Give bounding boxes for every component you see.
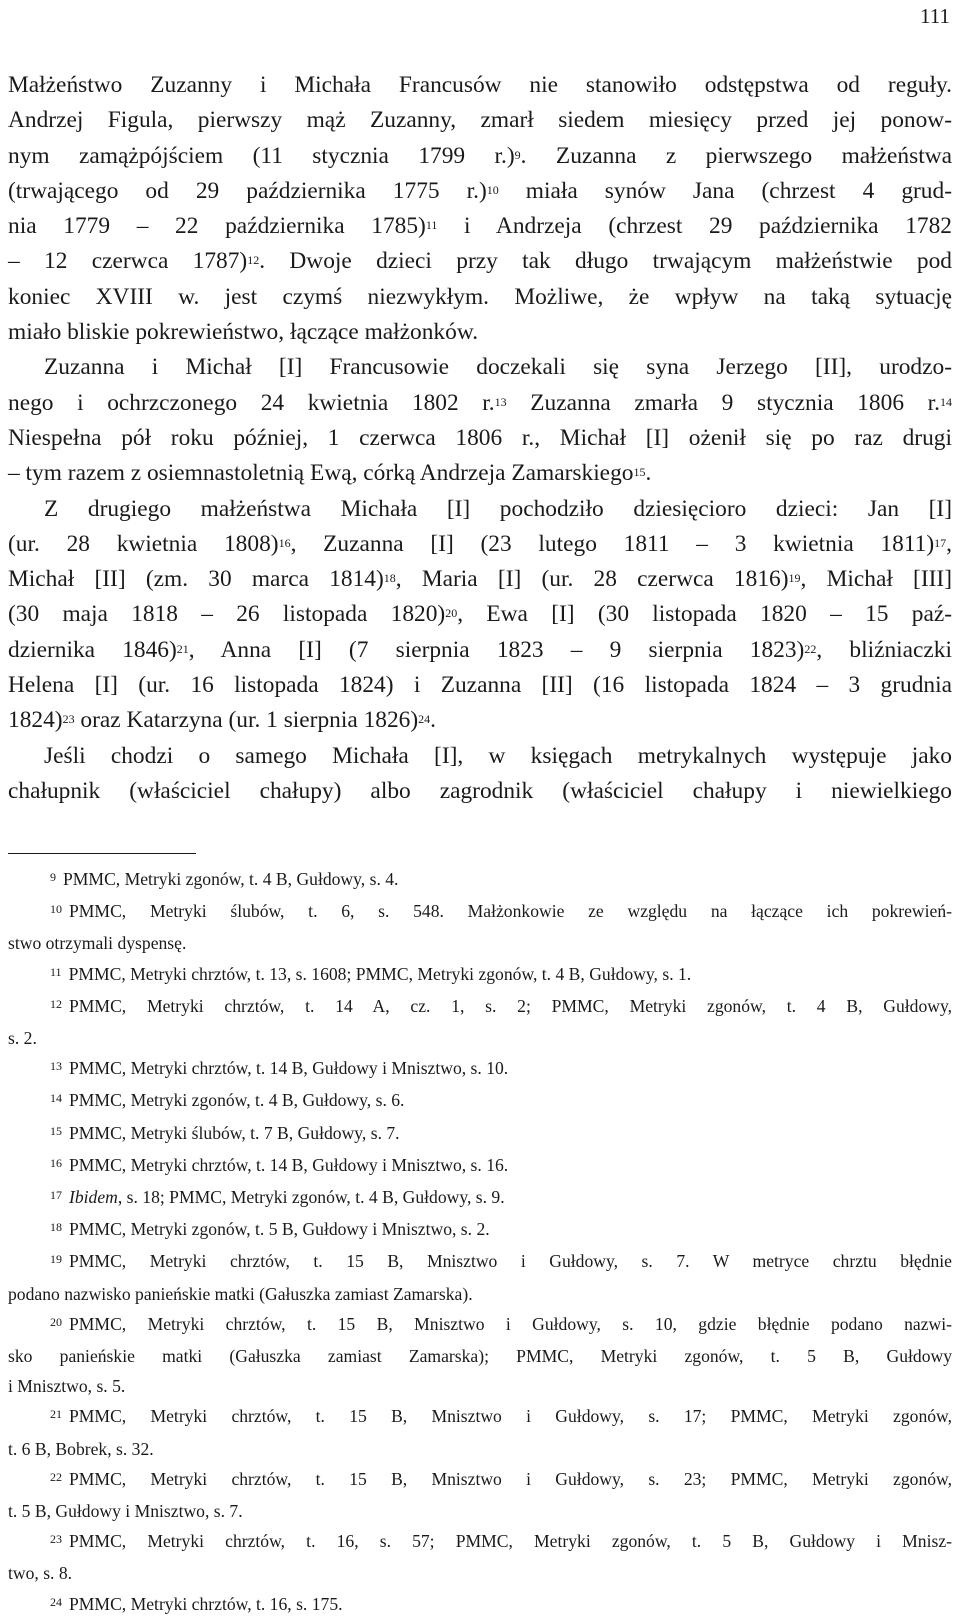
footnote-ref: 12 — [247, 253, 260, 268]
footnote-ref: 23 — [62, 712, 75, 727]
page-number: 111 — [920, 4, 950, 28]
footnote-text: PMMC, Metryki chrztów, t. 14 A, cz. 1, s. 2; PMMC, Metryki zgonów, t. 4 B, Gułdowy, — [69, 995, 952, 1016]
footnote-text: s. 2. — [8, 1028, 37, 1049]
footnote — [8, 1053, 952, 1085]
footnote — [8, 1401, 952, 1463]
footnote — [8, 991, 952, 1053]
footnote-text: PMMC, Metryki chrztów, t. 14 B, Gułdowy i Mnisztwo, s. 10. — [69, 1058, 509, 1079]
footnote-ref: 20 — [445, 606, 458, 621]
footnote-ref: 19 — [788, 571, 801, 586]
text-line: – tym razem z osiemnastoletnią Ewą, córką Andrzeja Zamarskiego$^{15}$. — [8, 460, 652, 487]
footnote-ref: 14 — [940, 394, 952, 409]
footnote-text: stwo otrzymali dyspensę. — [8, 933, 187, 954]
text-line: Małżeństwo Zuzanny i Michała Francusów nie stanowiło odstępstwa od reguły. — [8, 72, 952, 98]
footnote-text: PMMC, Metryki chrztów, t. 15 B, Mnisztwo i Gułdowy, s. 17; PMMC, Metryki zgonów, — [69, 1406, 952, 1427]
footnote-text: podano nazwisko panieńskie matki (Gałuszka zamiast Zamarska). — [8, 1283, 473, 1304]
footnote-ref: 18 — [383, 571, 396, 586]
text-line: Jeśli chodzi o samego Michała [I], w księgach metrykalnych występuje jako — [44, 742, 952, 769]
footnote — [8, 1118, 952, 1150]
text-line: Zuzanna i Michał [I] Francusowie doczekali się syna Jerzego [II], urodzo- — [44, 354, 952, 381]
footnote-ref: 21 — [176, 641, 189, 656]
footnote — [8, 1589, 952, 1621]
footnote-text: sko panieńskie matki (Gałuszka zamiast Zamarska); PMMC, Metryki zgonów, t. 5 B, Gułdowy — [8, 1346, 952, 1367]
main-text — [8, 68, 952, 809]
footnote-ref: 9 — [514, 147, 521, 162]
footnote-number: 9 — [50, 870, 56, 884]
paragraph-3 — [8, 492, 952, 739]
footnote-text: PMMC, Metryki chrztów, t. 16, s. 57; PMMC, Metryki zgonów, t. 5 B, Gułdowy i Mnisz- — [69, 1531, 952, 1552]
footnote-text: PMMC, Metryki chrztów, t. 16, s. 175. — [69, 1593, 343, 1614]
footnote-number: 16 — [50, 1155, 62, 1170]
text-line: nia 1779 – 22 października 1785)$^{11}$ i Andrzeja (chrzest 29 października 1782 — [8, 213, 952, 240]
text-line: – 12 czerwca 1787)$^{12}$. Dwoje dzieci przy tak długo trwającym małżeństwie pod — [8, 248, 953, 275]
footnote-text: PMMC, Metryki chrztów, t. 15 B, Mnisztwo i Gułdowy, s. 7. W metryce chrztu błędnie — [69, 1251, 952, 1272]
text-line: Z drugiego małżeństwa Michała [I] pochodziło dziesięcioro dzieci: Jan [I] — [44, 495, 952, 522]
footnote-number: 24 — [50, 1594, 62, 1609]
text-line: nym zamążpójściem (11 stycznia 1799 r.)$^9$. Zuzanna z pierwszego małżeństwa — [8, 142, 952, 169]
footnote-number: 21 — [50, 1407, 62, 1422]
footnote — [8, 864, 952, 896]
text-line: Michał [II] (zm. 30 marca 1814)$^{18}$, Maria [I] (ur. 28 czerwca 1816)$^{19}$, Michał [III] — [8, 566, 952, 593]
footnote — [8, 1246, 952, 1308]
footnote-ref: 11 — [425, 218, 438, 233]
text-line: dziernika 1846)$^{21}$, Anna [I] (7 sierpnia 1823 – 9 sierpnia 1823)$^{22}$, bliźniaczki — [8, 636, 952, 663]
footnote-text: PMMC, Metryki ślubów, t. 6, s. 548. Małżonkowie ze względu na łączące ich pokrewień- — [69, 901, 952, 922]
footnote-number: 14 — [50, 1091, 62, 1106]
footnote-number: 13 — [50, 1059, 62, 1074]
footnote — [8, 1309, 952, 1402]
footnote — [8, 959, 952, 991]
footnotes — [8, 864, 952, 1621]
footnote-text: PMMC, Metryki chrztów, t. 14 B, Gułdowy i Mnisztwo, s. 16. — [69, 1154, 509, 1175]
footnote — [8, 896, 952, 958]
footnote-number: 20 — [50, 1314, 62, 1329]
text-line: miało bliskie pokrewieństwo, łączące małżonków. — [8, 319, 479, 346]
footnote-ref: 10 — [486, 182, 499, 197]
footnote — [8, 1526, 952, 1588]
footnote-text: PMMC, Metryki zgonów, t. 5 B, Gułdowy i Mnisztwo, s. 2. — [69, 1219, 490, 1240]
footnote-number: 10 — [50, 902, 62, 917]
footnote-text: PMMC, Metryki zgonów, t. 4 B, Gułdowy, s. 4. — [63, 869, 399, 889]
footnote — [8, 1085, 952, 1117]
text-line: Helena [I] (ur. 16 listopada 1824) i Zuzanna [II] (16 listopada 1824 – 3 grudnia — [8, 672, 952, 699]
footnote-text: , s. 18; PMMC, Metryki zgonów, t. 4 B, Gułdowy, s. 9. — [117, 1187, 505, 1208]
footnote-italic: Ibidem — [69, 1187, 118, 1208]
footnote-ref: 16 — [278, 535, 291, 550]
footnote-text: PMMC, Metryki chrztów, t. 15 B, Mnisztwo i Gułdowy, s. 23; PMMC, Metryki zgonów, — [69, 1468, 952, 1489]
footnote-text: PMMC, Metryki chrztów, t. 13, s. 1608; PMMC, Metryki zgonów, t. 4 B, Gułdowy, s. 1. — [68, 963, 692, 984]
paragraph-1 — [8, 68, 952, 350]
text-line: nego i ochrzczonego 24 kwietnia 1802 r.$^{13}$ Zuzanna zmarła 9 stycznia 1806 r.$^{14}$ — [8, 389, 952, 416]
text-line: (trwającego od 29 października 1775 r.)$^{10}$ miała synów Jana (chrzest 4 grud- — [8, 177, 952, 204]
footnote-ref: 15 — [633, 465, 646, 480]
paragraph-2 — [8, 350, 952, 491]
text-line: koniec XVIII w. jest czymś niezwykłym. Możliwe, że wpływ na taką sytuację — [8, 283, 952, 310]
text-line: (30 maja 1818 – 26 listopada 1820)$^{20}$, Ewa [I] (30 listopada 1820 – 15 paź- — [8, 601, 952, 628]
footnote-ref: 17 — [934, 535, 947, 550]
footnote-text: t. 6 B, Bobrek, s. 32. — [8, 1438, 154, 1459]
text-line: (ur. 28 kwietnia 1808)$^{16}$, Zuzanna [I] (23 lutego 1811 – 3 kwietnia 1811)$^{17}$, — [8, 530, 952, 557]
footnote-number: 15 — [50, 1123, 62, 1138]
footnote — [8, 1464, 952, 1526]
footnote-text: PMMC, Metryki ślubów, t. 7 B, Gułdowy, s. 7. — [69, 1122, 400, 1143]
footnote-number: 11 — [50, 964, 62, 979]
text-line: Niespełna pół roku później, 1 czerwca 1806 r., Michał [I] ożenił się po raz drugi — [8, 424, 952, 451]
paragraph-4 — [8, 739, 952, 810]
footnote-number: 18 — [50, 1220, 62, 1235]
footnote-text: PMMC, Metryki zgonów, t. 4 B, Gułdowy, s. 6. — [69, 1090, 405, 1111]
footnote-ref: 24 — [418, 712, 431, 727]
footnote-text: PMMC, Metryki chrztów, t. 15 B, Mnisztwo i Gułdowy, s. 10, gdzie błędnie podano nazwi- — [69, 1313, 952, 1334]
text-line: Andrzej Figula, pierwszy mąż Zuzanny, zmarł siedem miesięcy przed jej ponow- — [8, 107, 952, 134]
footnote — [8, 1150, 952, 1182]
footnote-text: t. 5 B, Gułdowy i Mnisztwo, s. 7. — [8, 1501, 243, 1522]
footnote-number: 17 — [50, 1188, 62, 1203]
footnote-number: 12 — [50, 996, 62, 1011]
footnote-ref: 13 — [494, 394, 507, 409]
text-line: chałupnik (właściciel chałupy) albo zagrodnik (właściciel chałupy i niewielkiego — [8, 777, 952, 804]
footnote — [8, 1214, 952, 1246]
footnote-number: 22 — [50, 1469, 62, 1484]
footnote-number: 23 — [50, 1532, 62, 1547]
footnote — [8, 1182, 952, 1214]
footnote-ref: 22 — [804, 641, 817, 656]
footnote-text: two, s. 8. — [8, 1563, 73, 1584]
footnote-number: 19 — [50, 1252, 62, 1267]
footnote-separator — [8, 853, 196, 854]
text-line: 1824)$^{23}$ oraz Katarzyna (ur. 1 sierpnia 1826)$^{24}$. — [8, 707, 437, 734]
footnote-text: i Mnisztwo, s. 5. — [8, 1376, 126, 1397]
